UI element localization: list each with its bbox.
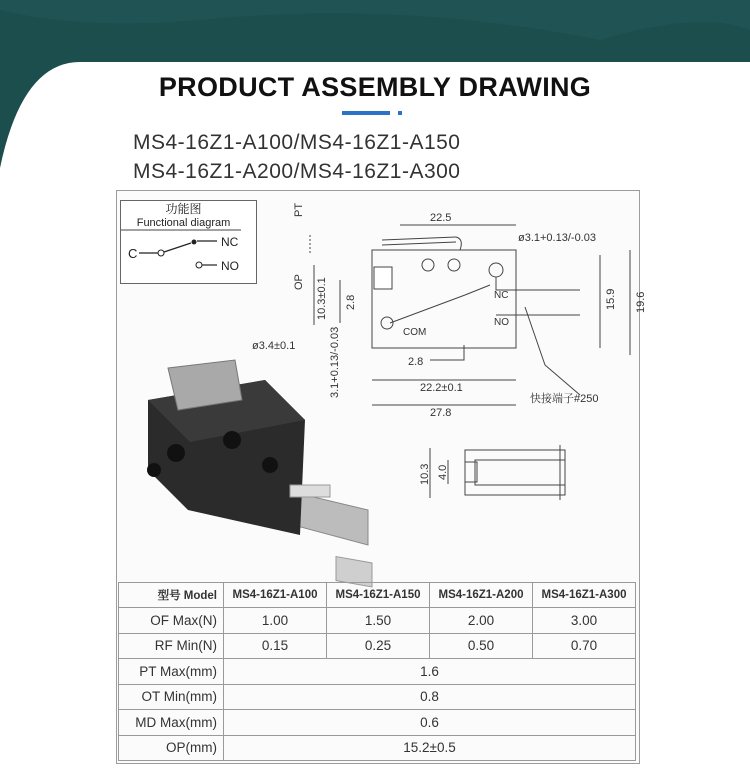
- functional-diagram-title-en: Functional diagram: [136, 217, 231, 229]
- spec-table: [118, 582, 636, 761]
- model-header: MS4-16Z1-A100: [224, 583, 327, 608]
- fd-no-label: NO: [221, 259, 239, 273]
- dim-15-9: 15.9: [605, 288, 617, 310]
- row-label: OT Min(mm): [119, 684, 224, 710]
- dim-3-1: 3.1+0.13/-0.03: [329, 326, 341, 398]
- model-header: MS4-16Z1-A300: [533, 583, 636, 608]
- switch-photo: [140, 360, 390, 560]
- row-label: RF Min(N): [119, 633, 224, 659]
- fd-c-label: C: [128, 246, 138, 261]
- cell: 0.15: [224, 633, 327, 659]
- cell: 1.50: [327, 608, 430, 634]
- label-terminal: 快接端子#250: [530, 393, 599, 405]
- dim-2-8-h: 2.8: [408, 356, 424, 368]
- model-label: 型号 Model: [119, 583, 224, 608]
- dim-op: OP: [293, 274, 305, 290]
- dim-22-5: 22.5: [430, 212, 452, 224]
- cell: 0.50: [430, 633, 533, 659]
- table-row: [119, 633, 636, 659]
- table-row: [119, 710, 636, 736]
- table-row: [119, 684, 636, 710]
- cell: 0.70: [533, 633, 636, 659]
- title-accent-bar: [342, 111, 390, 115]
- title-accent-dot: [398, 111, 402, 115]
- cell: 15.2±0.5: [224, 735, 636, 761]
- page-header: [0, 60, 750, 103]
- model-header: MS4-16Z1-A150: [327, 583, 430, 608]
- table-header-row: [119, 583, 636, 608]
- fd-nc-label: NC: [221, 235, 239, 249]
- cell: 0.6: [224, 710, 636, 736]
- functional-diagram-title-cn: 功能图: [165, 202, 202, 216]
- label-nc: NC: [494, 290, 509, 301]
- model-line-1: MS4-16Z1-A100/MS4-16Z1-A150: [133, 131, 461, 154]
- dim-22-2: 22.2±0.1: [420, 382, 463, 394]
- cell: 1.00: [224, 608, 327, 634]
- functional-diagram: [120, 200, 257, 284]
- dim-4-0: 4.0: [437, 464, 449, 480]
- table-row: [119, 659, 636, 685]
- dim-pt: PT: [293, 202, 305, 217]
- dim-pivot: ø3.4±0.1: [252, 340, 296, 352]
- cell: 1.6: [224, 659, 636, 685]
- dim-27-8: 27.8: [430, 407, 452, 419]
- cell: 0.8: [224, 684, 636, 710]
- row-label: MD Max(mm): [119, 710, 224, 736]
- page-title: PRODUCT ASSEMBLY DRAWING: [158, 72, 592, 102]
- table-row: [119, 608, 636, 634]
- model-header: MS4-16Z1-A200: [430, 583, 533, 608]
- functional-diagram-symbol: [121, 201, 256, 283]
- row-label: OP(mm): [119, 735, 224, 761]
- cell: 0.25: [327, 633, 430, 659]
- dim-10-3: 10.3: [419, 463, 431, 485]
- dim-10-3-tol: 10.3±0.1: [316, 277, 328, 320]
- model-line-2: MS4-16Z1-A200/MS4-16Z1-A300: [133, 160, 461, 183]
- row-label: OF Max(N): [119, 608, 224, 634]
- label-com: COM: [403, 327, 427, 338]
- dim-hole: ø3.1+0.13/-0.03: [518, 232, 596, 244]
- dim-19-6: 19.6: [635, 291, 647, 313]
- cell: 2.00: [430, 608, 533, 634]
- label-no: NO: [494, 317, 509, 328]
- side-view-drawing: [410, 440, 590, 510]
- table-row: [119, 735, 636, 761]
- row-label: PT Max(mm): [119, 659, 224, 685]
- dim-2-8-v: 2.8: [345, 294, 357, 310]
- cell: 3.00: [533, 608, 636, 634]
